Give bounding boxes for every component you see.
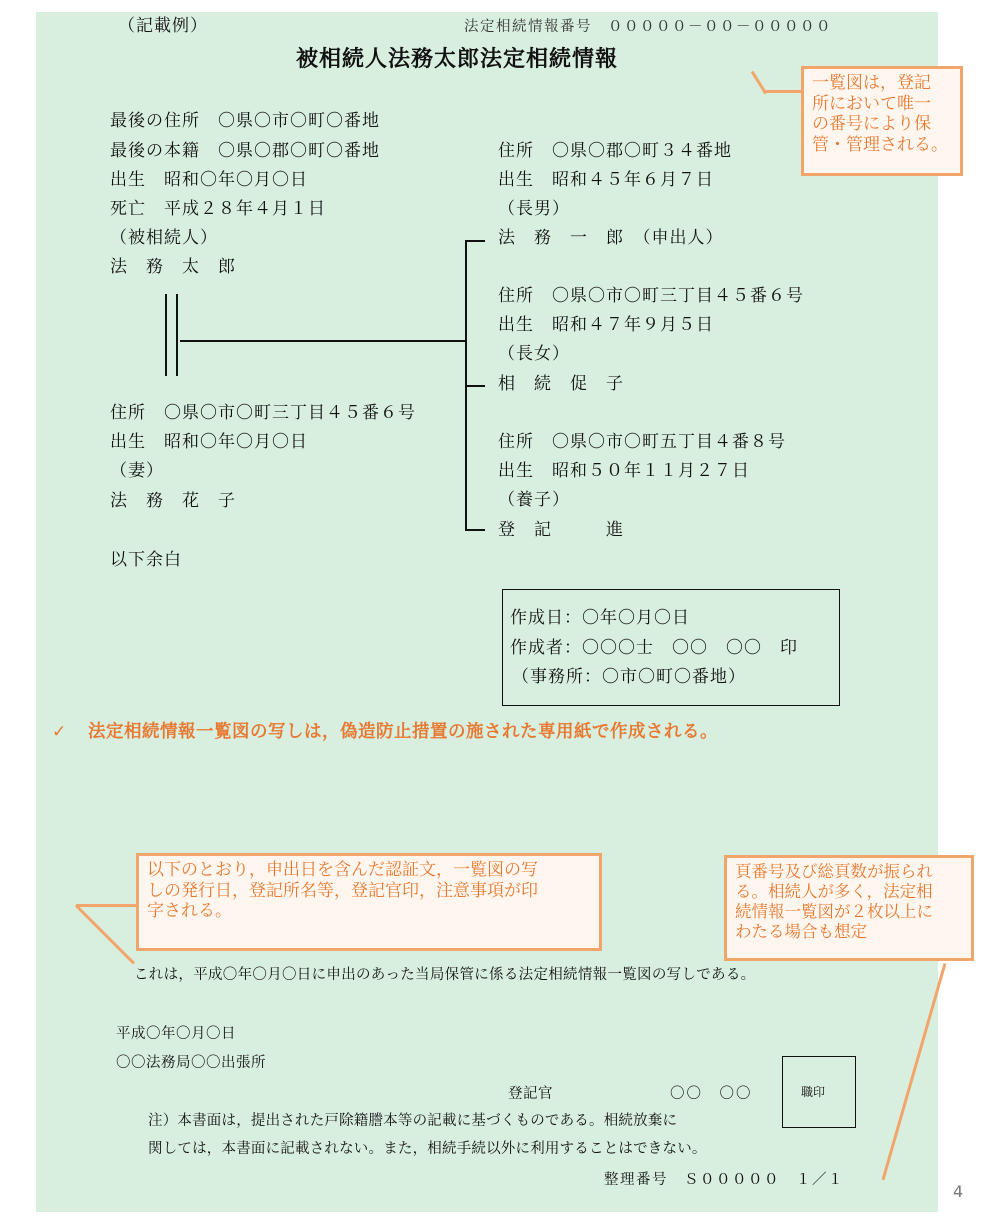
spouse-role: （妻） — [110, 461, 164, 481]
example-label: （記載例） — [118, 16, 208, 36]
decedent-last-domicile: 最後の本籍 〇県〇郡〇町〇番地 — [110, 141, 380, 161]
decedent-last-address: 最後の住所 〇県〇市〇町〇番地 — [110, 111, 380, 131]
heir-birth: 出生 昭和４５年６月７日 — [498, 170, 714, 190]
callout-line: 続情報一覧図が２枚以上に — [735, 902, 933, 922]
heir-role: （養子） — [498, 490, 570, 510]
creator-office: （事務所：〇市〇町〇番地） — [512, 667, 746, 687]
certification-statement: これは，平成〇年〇月〇日に申出のあった当局保管に係る法定相続情報一覧図の写しである。 — [134, 967, 756, 983]
remainder-blank: 以下余白 — [110, 550, 182, 570]
registrar-name: 〇〇 〇〇 — [670, 1086, 753, 1102]
heir-address: 住所 〇県〇郡〇町３４番地 — [498, 141, 732, 161]
callout-line: 管・管理される。 — [812, 135, 948, 156]
heir-birth: 出生 昭和４７年９月５日 — [498, 315, 714, 335]
heir-name: 法 務 一 郎 （申出人） — [498, 228, 724, 248]
certification-office: 〇〇法務局〇〇出張所 — [116, 1055, 266, 1071]
decedent-role: （被相続人） — [110, 228, 218, 248]
info-number: 法定相続情報番号 ０００００－００－０００００ — [464, 19, 832, 35]
spouse-birth: 出生 昭和〇年〇月〇日 — [110, 432, 308, 452]
decedent-birth: 出生 昭和〇年〇月〇日 — [110, 170, 308, 190]
callout-pointer-line — [76, 904, 138, 907]
official-seal-label: 職印 — [801, 1085, 826, 1099]
notice-text: 法定相続情報一覧図の写しは，偽造防止措置の施された専用紙で作成される。 — [88, 722, 718, 742]
marriage-line-left — [165, 294, 167, 376]
callout-bottom-right — [724, 855, 974, 961]
decedent-name: 法 務 太 郎 — [110, 257, 236, 277]
note-line-1: 注）本書面は，提出された戸除籍謄本等の記載に基づくものである。相続放棄に — [148, 1113, 678, 1129]
note-line-2: 関しては，本書面に記載されない。また，相続手続以外に利用することはできない。 — [148, 1141, 707, 1157]
callout-line: 字される。 — [147, 901, 232, 922]
page-number: 4 — [953, 1182, 965, 1201]
callout-line: しの発行日，登記所名等，登記官印，注意事項が印 — [147, 880, 538, 901]
check-icon: ✓ — [52, 722, 68, 742]
child-3-branch — [465, 529, 485, 531]
heir-role: （長女） — [498, 344, 570, 364]
marriage-line-right — [176, 294, 178, 376]
descent-line — [180, 340, 466, 342]
callout-middle-left — [136, 853, 602, 951]
heir-birth: 出生 昭和５０年１１月２７日 — [498, 461, 750, 481]
callout-top-right — [801, 66, 963, 176]
callout-line: 以下のとおり，申出日を含んだ認証文，一覧図の写 — [147, 860, 538, 880]
child-2-branch — [465, 385, 485, 387]
child-1-branch — [465, 240, 485, 242]
decedent-death: 死亡 平成２８年４月１日 — [110, 199, 326, 219]
callout-line: る。相続人が多く，法定相 — [735, 882, 933, 902]
callout-pointer-line — [766, 90, 804, 93]
spouse-name: 法 務 花 子 — [110, 491, 236, 511]
callout-line: わたる場合も想定 — [735, 922, 867, 942]
heir-address: 住所 〇県〇市〇町五丁目４番８号 — [498, 432, 786, 452]
page-title: 被相続人法務太郎法定相続情報 — [296, 47, 619, 72]
spouse-address: 住所 〇県〇市〇町三丁目４５番６号 — [110, 403, 416, 423]
heir-name: 相 続 促 子 — [498, 374, 624, 394]
creator-date: 作成日：〇年〇月〇日 — [510, 608, 690, 628]
callout-line: 所において唯一 — [812, 93, 931, 114]
callout-line: 一覧図は，登記 — [812, 73, 931, 93]
heir-name: 登 記 進 — [498, 520, 624, 540]
callout-line: の番号により保 — [812, 114, 931, 135]
creator-name: 作成者：〇〇〇士 〇〇 〇〇 印 — [510, 638, 798, 658]
registrar-label: 登記官 — [508, 1086, 553, 1102]
callout-line: 頁番号及び総頁数が振られ — [735, 862, 933, 881]
certification-date: 平成〇年〇月〇日 — [116, 1026, 236, 1042]
heir-address: 住所 〇県〇市〇町三丁目４５番６号 — [498, 286, 804, 306]
serial-number: 整理番号 Ｓ０００００ １／１ — [604, 1172, 844, 1188]
heir-role: （長男） — [498, 199, 570, 219]
